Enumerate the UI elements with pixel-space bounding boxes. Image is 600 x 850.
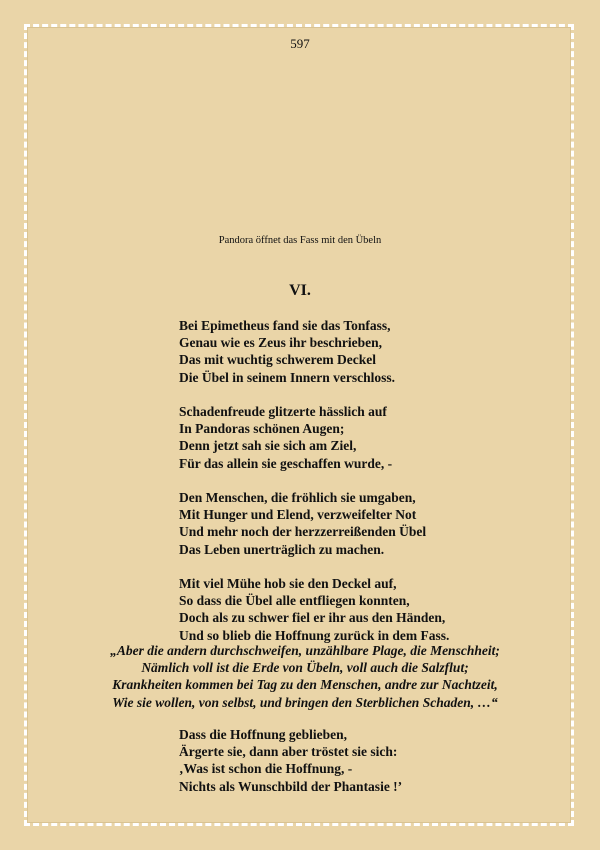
poem-body [179, 317, 539, 661]
quote-line: Krankheiten kommen bei Tag zu den Menschen, andre zur Nachtzeit, [112, 677, 498, 693]
poem-line: Nichts als Wunschbild der Phantasie !’ [179, 778, 403, 794]
poem-line: Und so blieb die Hoffnung zurück in dem Fass. [179, 627, 450, 643]
poem-line: In Pandoras schönen Augen; [179, 421, 345, 437]
poem-line: Schadenfreude glitzerte hässlich auf [179, 404, 387, 419]
stanza-4 [179, 575, 539, 644]
poem-line: Dass die Hoffnung geblieben, [179, 727, 348, 742]
poem-line: Mit viel Mühe hob sie den Deckel auf, [179, 576, 397, 591]
poem-line: Für das allein sie geschaffen wurde, - [179, 455, 393, 471]
page-number: 597 [290, 36, 310, 51]
poem-line: Genau wie es Zeus ihr beschrieben, [179, 335, 383, 351]
poem-line: Denn jetzt sah sie sich am Ziel, [179, 438, 357, 454]
poem-line: Doch als zu schwer fiel er ihr aus den Händen, [179, 610, 446, 626]
poem-line: Mit Hunger und Elend, verzweifelter Not [179, 507, 417, 523]
quote-line: Wie sie wollen, von selbst, und bringen den Sterblichen Schaden, …“ [112, 694, 498, 710]
quote-line: Nämlich voll ist die Erde von Übeln, voll auch die Salzflut; [141, 660, 469, 676]
quote-line: „Aber die andern durchschweifen, unzählbare Plage, die Menschheit; [110, 643, 500, 658]
stanza-2 [179, 403, 539, 472]
poem-line: Die Übel in seinem Innern verschloss. [179, 369, 395, 385]
stanza-1 [179, 317, 539, 386]
poem-line: Den Menschen, die fröhlich sie umgaben, [179, 490, 416, 505]
hesiod-quote [90, 642, 520, 711]
poem-line: Ärgerte sie, dann aber tröstet sie sich: [179, 744, 398, 760]
final-stanza [179, 726, 539, 795]
poem-title: Pandora öffnet das Fass mit den Übeln [218, 235, 382, 246]
poem-line: Bei Epimetheus fand sie das Tonfass, [179, 318, 391, 333]
poem-line: So dass die Übel alle entfliegen konnten, [179, 593, 410, 609]
poem-line: Und mehr noch der herzzerreißenden Übel [179, 524, 427, 540]
stanza-3 [179, 489, 539, 558]
poem-line: Das Leben unerträglich zu machen. [179, 541, 385, 557]
section-numeral: VI. [289, 282, 311, 299]
poem-line: Das mit wuchtig schwerem Deckel [179, 352, 376, 368]
poem-line: ‚Was ist schon die Hoffnung, - [179, 761, 353, 777]
